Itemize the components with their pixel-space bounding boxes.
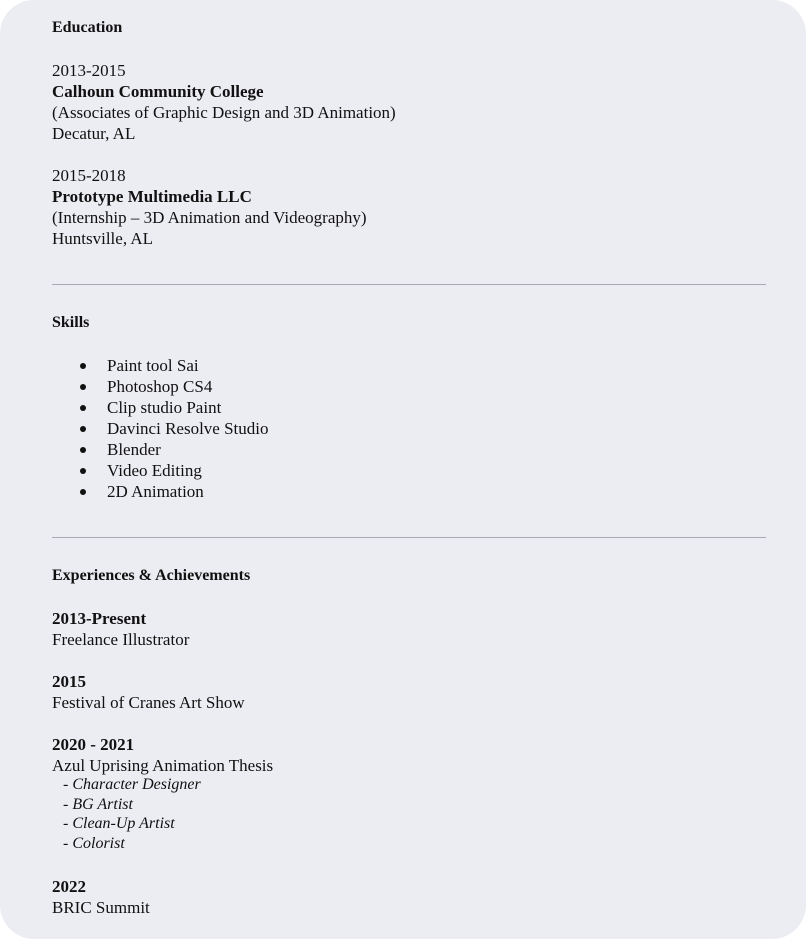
- education-detail: (Internship – 3D Animation and Videography): [52, 208, 367, 227]
- resume-card: Education 2013-2015 Calhoun Community College (Associates of Graphic Design and 3D Animation) Decatur, AL 2015-2018 Prototype Multimedia LLC (Internship – 3D Animation and Videography) Huntsville, AL Skills Paint tool Sai Photoshop CS4 Clip studio Paint Davinci Resolve Studio Blender Video Editing 2D Animation Experiences & Achievements 2013-Present Freelance Illustrator 2015 Festival of Cranes Art Show 2020 - 2021 Azul Uprising Animation Thesis - Character Designer - BG Artist - Clean-Up Artist - Colorist 2022 BRIC Summit: [0, 0, 806, 939]
- experience-years: 2022: [52, 877, 86, 896]
- experience-heading: Experiences & Achievements: [52, 567, 251, 584]
- role-list: [63, 775, 201, 853]
- bullet-icon: [80, 384, 86, 390]
- education-years: 2013-2015: [52, 61, 126, 80]
- education-heading: Education: [52, 19, 123, 36]
- role-item: - Colorist: [63, 834, 125, 852]
- experience-title: Azul Uprising Animation Thesis: [52, 756, 274, 775]
- experience-title: Freelance Illustrator: [52, 630, 190, 649]
- bullet-icon: [80, 468, 86, 474]
- experience-years: 2015: [52, 672, 86, 691]
- education-years: 2015-2018: [52, 166, 126, 185]
- experience-years: 2013-Present: [52, 609, 147, 628]
- skills-heading: Skills: [52, 314, 90, 331]
- education-location: Decatur, AL: [52, 124, 136, 143]
- bullet-icon: [80, 405, 86, 411]
- bullet-icon: [80, 489, 86, 495]
- role-item: - BG Artist: [63, 795, 133, 813]
- education-institution: Calhoun Community College: [52, 82, 264, 101]
- experience-title: Festival of Cranes Art Show: [52, 693, 245, 712]
- role-item: - Character Designer: [63, 776, 201, 793]
- education-detail: (Associates of Graphic Design and 3D Animation): [52, 103, 396, 122]
- education-institution: Prototype Multimedia LLC: [52, 187, 252, 206]
- section-divider: [52, 284, 766, 285]
- section-divider: [52, 537, 766, 538]
- experience-years: 2020 - 2021: [52, 735, 135, 754]
- bullet-icon: [80, 363, 86, 369]
- role-item: - Clean-Up Artist: [63, 815, 175, 832]
- experience-title: BRIC Summit: [52, 898, 150, 917]
- bullet-icon: [80, 426, 86, 432]
- education-location: Huntsville, AL: [52, 229, 154, 248]
- bullet-icon: [80, 447, 86, 453]
